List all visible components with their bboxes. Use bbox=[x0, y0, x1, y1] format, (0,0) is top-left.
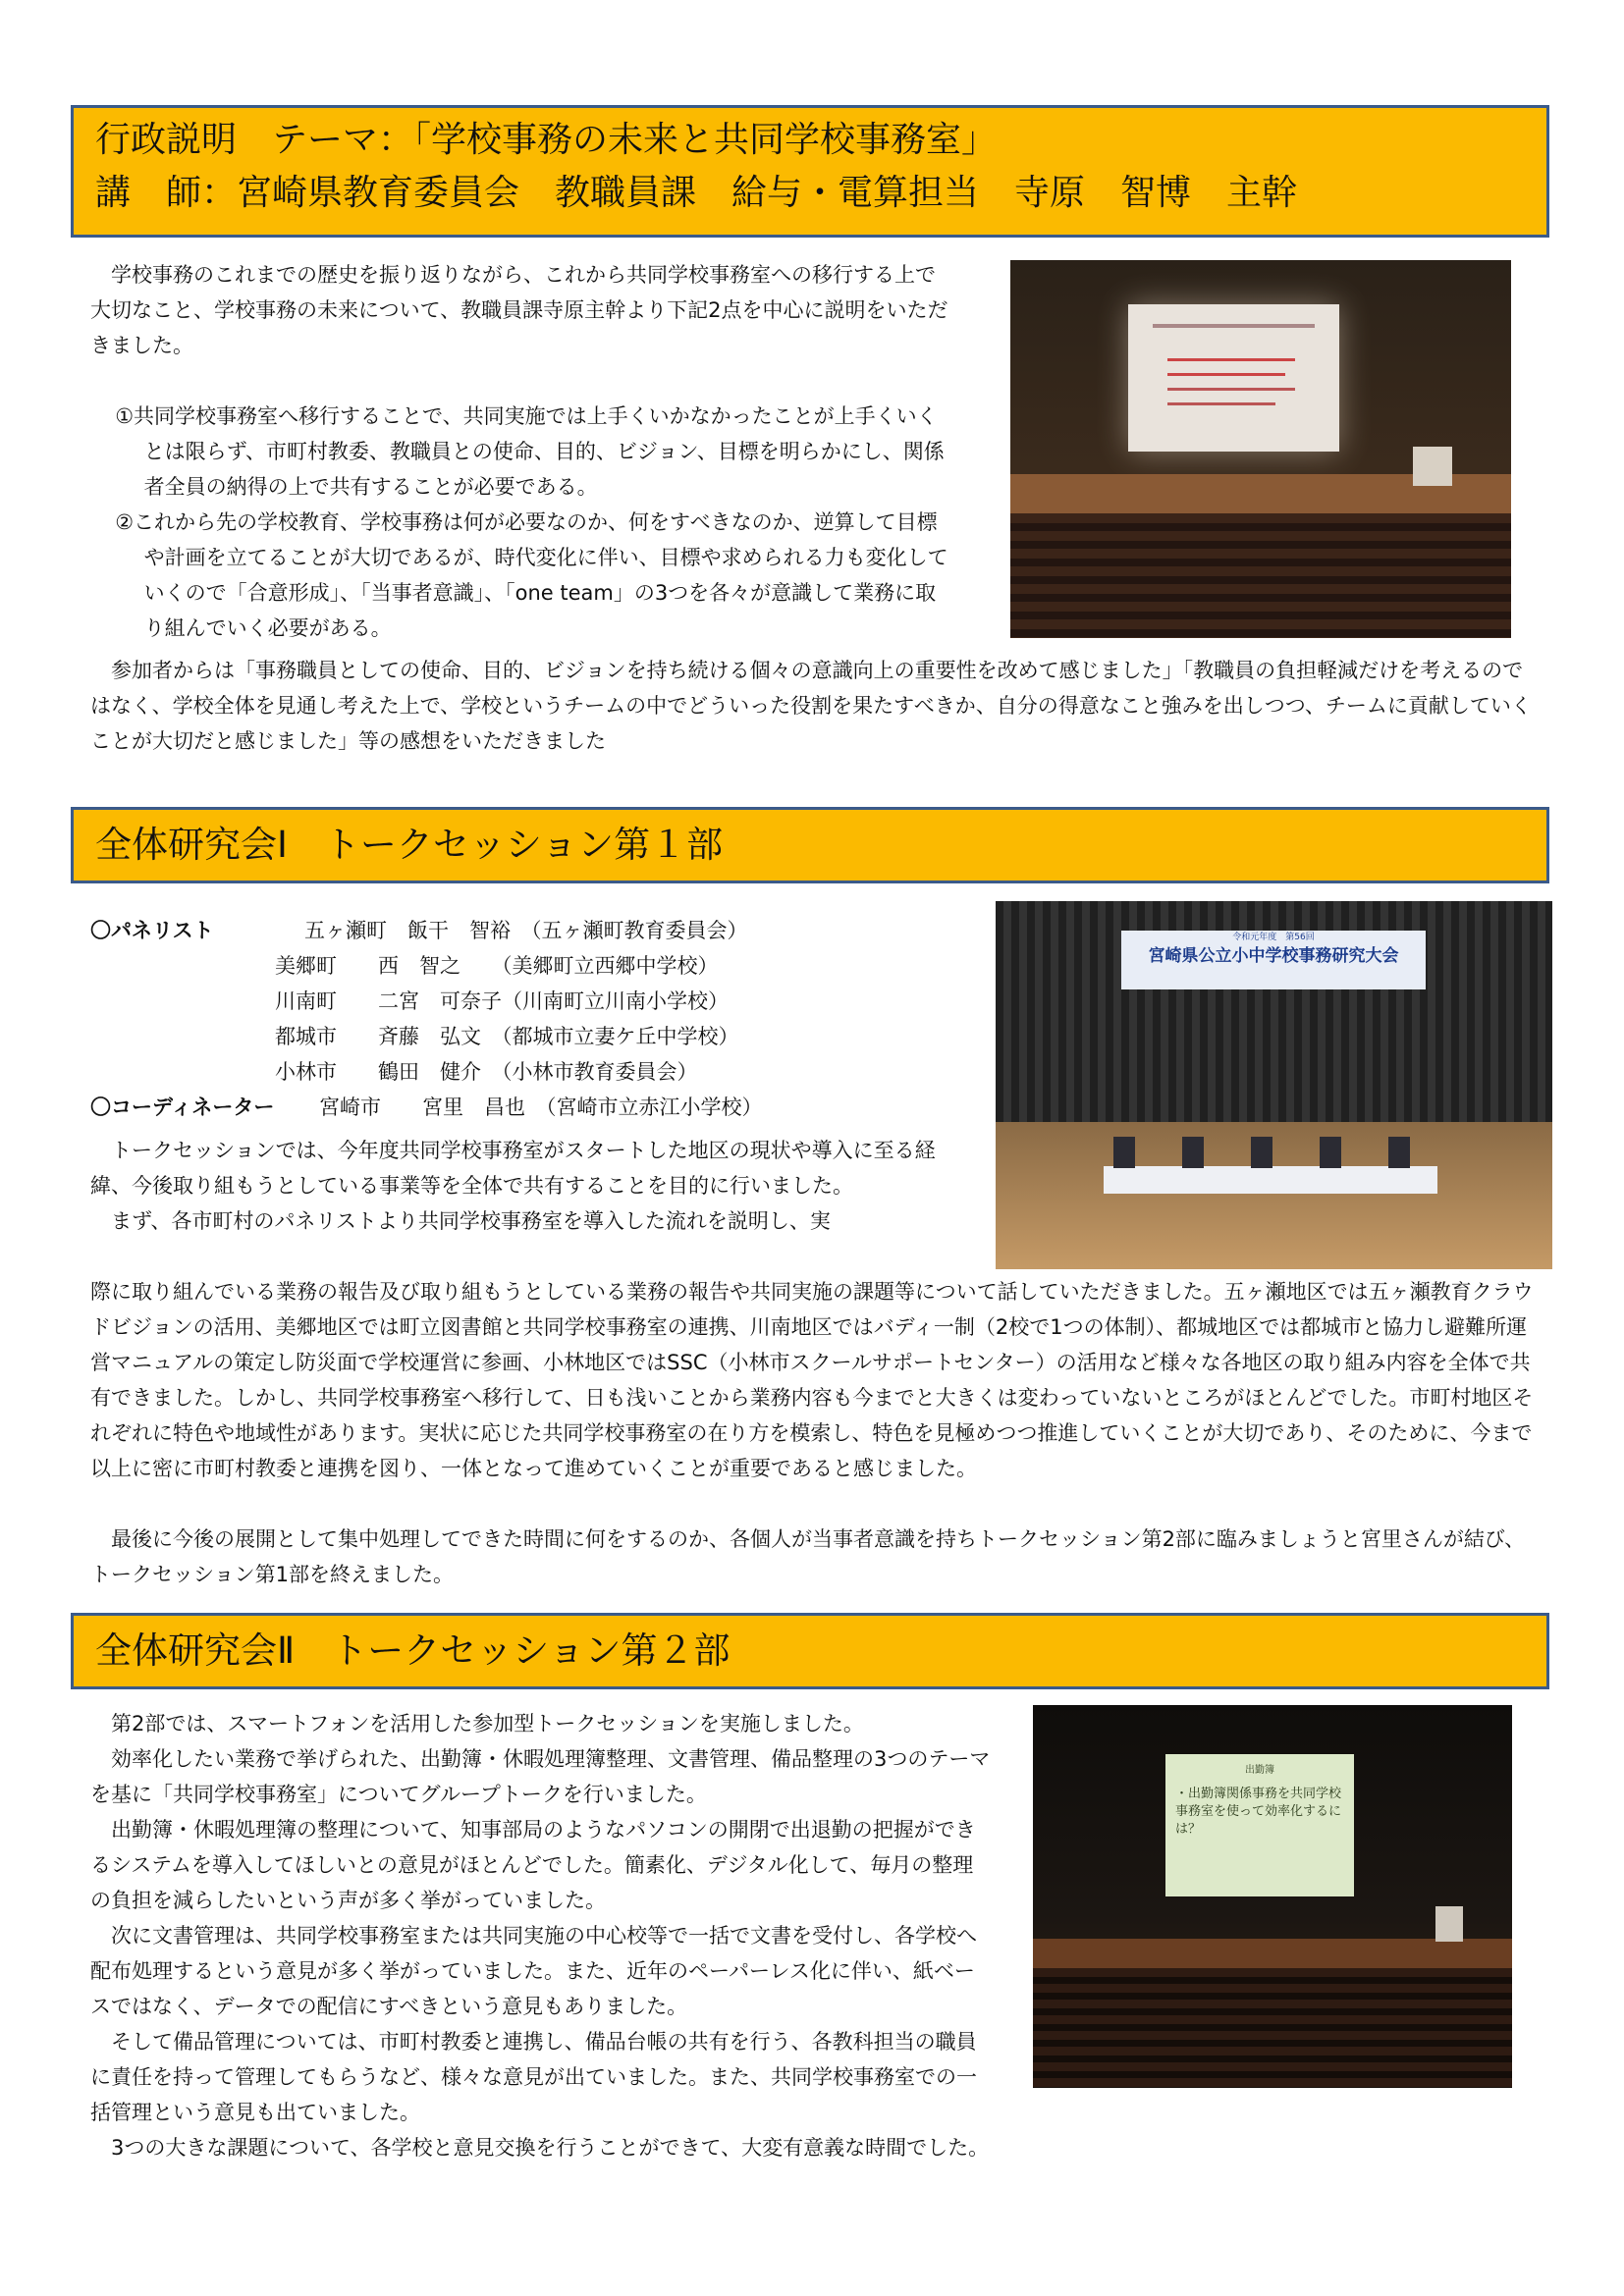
panelist-label: 〇パネリスト bbox=[90, 919, 214, 942]
section2-para2a: まず、各市町村のパネリストより共同学校事務室を導入した流れを説明し、実 bbox=[111, 1209, 831, 1233]
slide-title: 出勤簿 bbox=[1245, 1765, 1274, 1776]
slide-text: ・出勤簿関係事務を共同学校事務室を使って効率化するには？ bbox=[1175, 1787, 1342, 1837]
section3-para5: そして備品管理については、市町村教委と連携し、備品台帳の共有を行う、各教科担当の職員に責任を持って管理してもらうなど、様々な意見が出ていました。また、共同学校事務室での一括管理という意見も出ていました。 bbox=[90, 2030, 977, 2124]
section1-intro: 学校事務のこれまでの歴史を振り返りながら、これから共同学校事務室への移行する上で大切なこと、学校事務の未来について、教職員課寺原主幹より下記2点を中心に説明をいただきました。 bbox=[90, 263, 948, 357]
lecture-photo bbox=[1010, 260, 1511, 638]
audience bbox=[1033, 1968, 1512, 2088]
panelist-4: 都城市 斉藤 弘文 （都城市立妻ケ丘中学校） bbox=[275, 1025, 739, 1048]
panel-table bbox=[1104, 1166, 1437, 1194]
panelist-1: 五ヶ瀬町 飯干 智裕 （五ヶ瀬町教育委員会） bbox=[304, 919, 748, 942]
slide-screen bbox=[1165, 1754, 1354, 1896]
section3-para4: 次に文書管理は、共同学校事務室または共同実施の中心校等で一括で文書を受付し、各学校へ配布処理するという意見が多く挙がっていました。また、近年のペーパーレス化に伴い、紙ベースではなく、データでの配信にすべきという意見もありました。 bbox=[90, 1924, 977, 2018]
projection-screen bbox=[1128, 304, 1339, 452]
section3-title: 全体研究会Ⅱ トークセッション第２部 bbox=[95, 1629, 731, 1672]
panelist-5: 小林市 鶴田 健介 （小林市教育委員会） bbox=[275, 1060, 698, 1084]
section3-para1: 第2部では、スマートフォンを活用した参加型トークセッションを実施しました。 bbox=[111, 1712, 864, 1735]
section3-header bbox=[71, 1613, 1549, 1689]
audience bbox=[1010, 513, 1511, 638]
section1-title: 行政説明 テーマ：「学校事務の未来と共同学校事務室」 bbox=[95, 120, 998, 160]
section2-para3: 最後に今後の展開として集中処理してできた時間に何をするのか、各個人が当事者意識を持ちトークセッション第2部に臨みましょうと宮里さんが結び、トークセッション第1部を終えました。 bbox=[90, 1527, 1526, 1586]
section1-header bbox=[71, 105, 1549, 238]
section1-feedback: 参加者からは「事務職員としての使命、目的、ビジョンを持ち続ける個々の意識向上の重要性を改めて感じました」「教職員の負担軽減だけを考えるのではなく、学校全体を見通し考えた上で、学校というチームの中でどういった役割を果たすべきか、自分の得意なこと強みを出しつつ、チームに貢献していくことが大切だと感じました」等の感想をいただきました bbox=[90, 659, 1532, 753]
stage bbox=[1033, 1939, 1512, 1968]
section3-para6: 3つの大きな課題について、各学校と意見交換を行うことができて、大変有意義な時間でした。 bbox=[111, 2136, 990, 2160]
section1-point1: ①共同学校事務室へ移行することで、共同実施では上手くいかなかったことが上手くいくとは限らず、市町村教委、教職員との使命、目的、ビジョン、目標を明らかにし、関係者全員の納得の上で共有することが必要である。 bbox=[115, 404, 945, 499]
coordinator-label: 〇コーディネーター bbox=[90, 1095, 275, 1119]
event-banner bbox=[1121, 931, 1426, 989]
section2-para2b: 際に取り組んでいる業務の報告及び取り組もうとしている業務の報告や共同実施の課題等について話していただきました。五ヶ瀬地区では五ヶ瀬教育クラウドビジョンの活用、美郷地区では町立図書館と共同学校事務室の連携、川南地区ではバディ一制（2校で1つの体制）、都城地区では都城市と協力し避難所運営マニュアルの策定し防災面で学校運営に参画、小林地区ではSSC（小林市スクールサポートセンター）の活用など様々な各地区の取り組み内容を全体で共有できました。しかし、共同学校事務室へ移行して、日も浅いことから業務内容も今までと大きくは変わっていないところがほとんどでした。市町村地区それぞれに特色や地域性があります。実状に応じた共同学校事務室の在り方を模索し、特色を見極めつつ推進していくことが大切であり、そのために、今まで以上に密に市町村教委と連携を図り、一体となって進めていくことが重要であると感じました。 bbox=[90, 1280, 1534, 1480]
lectern bbox=[1435, 1906, 1463, 1942]
session-photo bbox=[1033, 1705, 1512, 2088]
panel-members bbox=[1113, 1137, 1437, 1168]
coordinator: 宮崎市 宮里 昌也 （宮崎市立赤江小学校） bbox=[319, 1095, 763, 1119]
section2-header bbox=[71, 807, 1549, 883]
panelist-2: 美郷町 西 智之 （美郷町立西郷中学校） bbox=[275, 954, 719, 978]
section3-para3: 出勤簿・休暇処理簿の整理について、知事部局のようなパソコンの開閉で出退勤の把握ができるシステムを導入してほしいとの意見がほとんどでした。簡素化、デジタル化して、毎月の整理の負担を減らしたいという声が多く挙がっていました。 bbox=[90, 1818, 976, 1912]
podium bbox=[1413, 447, 1452, 486]
section1-point2: ②これから先の学校教育、学校事務は何が必要なのか、何をすべきなのか、逆算して目標や計画を立てることが大切であるが、時代変化に伴い、目標や求められる力も変化していくので「合意形成」、「当事者意識」、「one team」の3つを各々が意識して業務に取り組んでいく必要がある。 bbox=[115, 510, 948, 640]
section3-body bbox=[90, 1706, 994, 2130]
panelist-3: 川南町 二宮 可奈子（川南町立川南小学校） bbox=[275, 989, 729, 1013]
panel-photo bbox=[996, 901, 1552, 1269]
event-banner-small: 令和元年度 第56回 bbox=[1232, 933, 1315, 942]
section2-para1: トークセッションでは、今年度共同学校事務室がスタートした地区の現状や導入に至る経緯、今後取り組もうとしている事業等を全体で共有することを目的に行いました。 まず、各市町村のパネリストより共同学校事務室を導入した流れを説明し、実 bbox=[90, 1133, 974, 1239]
event-banner-title: 宮崎県公立小中学校事務研究大会 bbox=[1148, 946, 1399, 966]
section2-title: 全体研究会Ⅰ トークセッション第１部 bbox=[95, 824, 724, 866]
section1-body bbox=[90, 257, 954, 646]
section3-para2: 効率化したい業務で挙げられた、出勤簿・休暇処理簿整理、文書管理、備品整理の3つのテーマを基に「共同学校事務室」についてグループトークを行いました。 bbox=[90, 1747, 991, 1806]
section1-lecturer: 講 師：宮崎県教育委員会 教職員課 給与・電算担当 寺原 智博 主幹 bbox=[95, 173, 1298, 213]
